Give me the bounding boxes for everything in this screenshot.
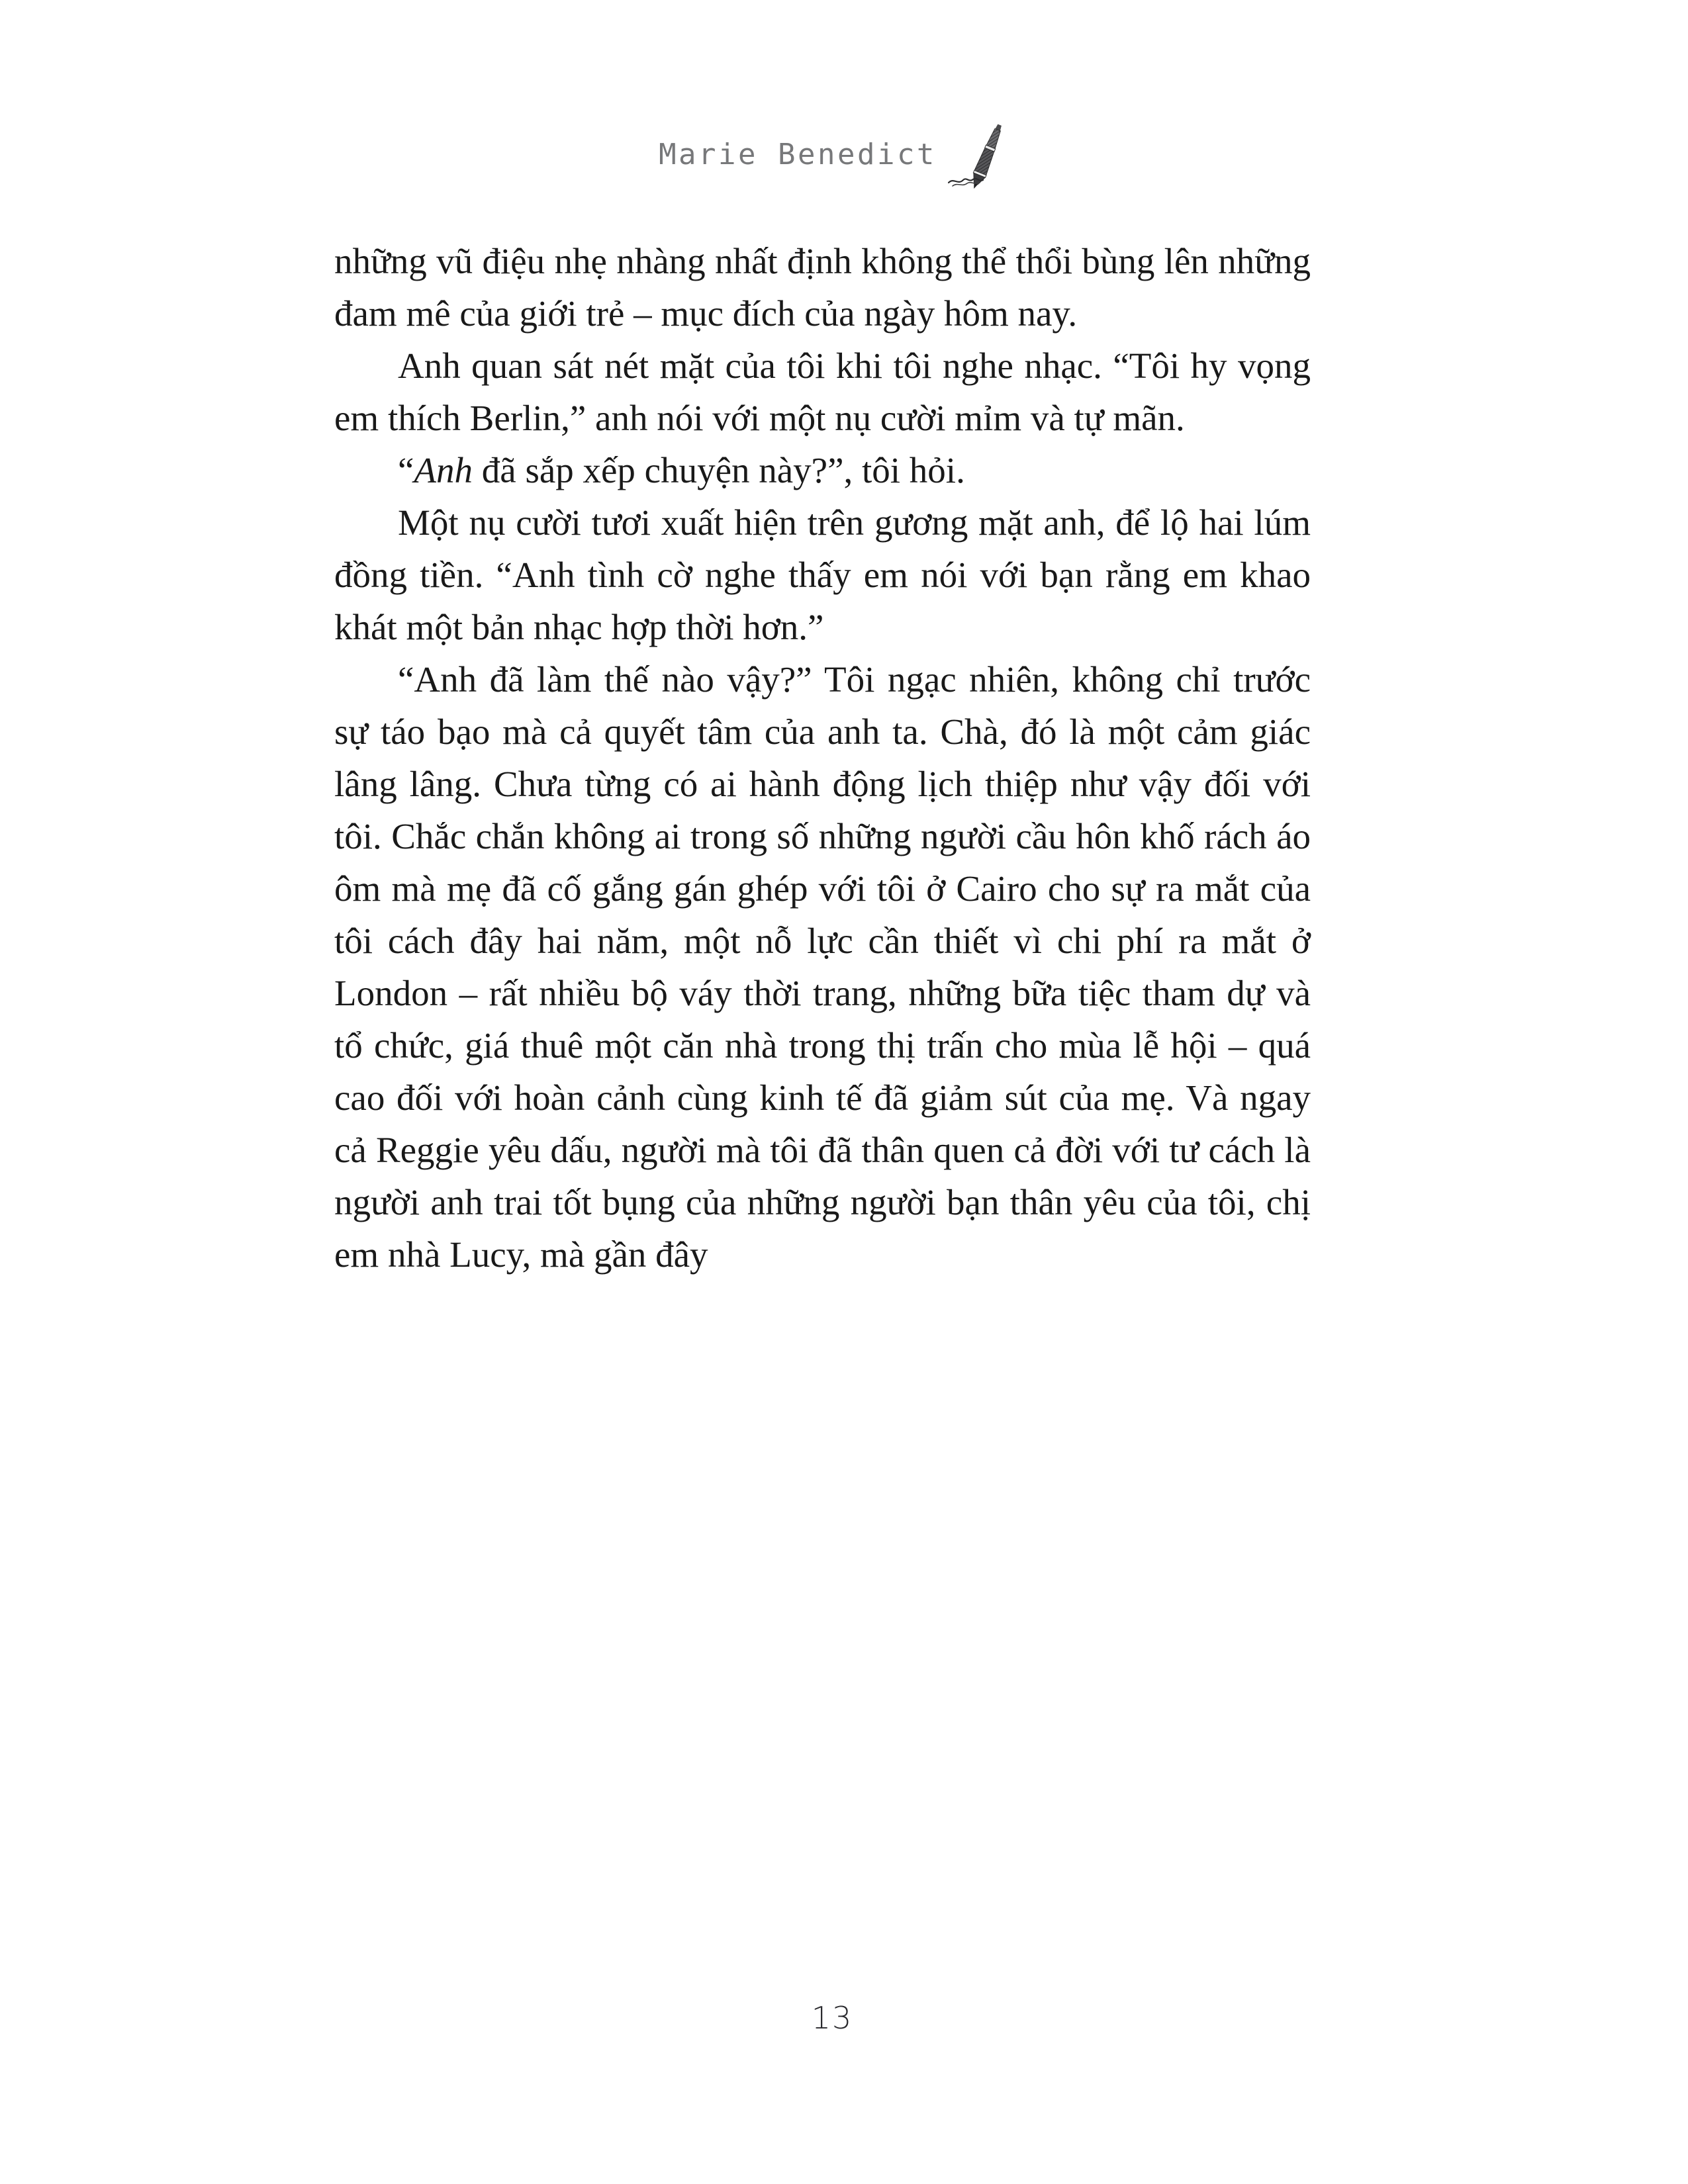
paragraph-3 [334,444,1311,496]
paragraph-2: Anh quan sát nét mặt của tôi khi tôi nghe nhạc. “Tôi hy vọng em thích Berlin,” anh nói với một nụ cười mỉm và tự mãn. [334,345,1311,438]
folio [0,2000,1688,2036]
page-number: 13 [811,2000,853,2036]
paragraph-4: Một nụ cười tươi xuất hiện trên gương mặt anh, để lộ hai lúm đồng tiền. “Anh tình cờ nghe thấy em nói với bạn rằng em khao khát một bản nhạc hợp thời hơn.” [334,502,1311,647]
running-head [0,116,1688,196]
author-name: Marie Benedict [659,137,937,171]
running-head-inner [659,116,1006,193]
paragraph-1: những vũ điệu nhẹ nhàng nhất định không thể thổi bùng lên những đam mê của giới trẻ – mục đích của ngày hôm nay. [334,241,1311,334]
italic-emphasis: Anh [414,450,473,490]
paragraph-3-rest: đã sắp xếp chuyện này?”, tôi hỏi. [473,450,965,490]
quote-open: “ [398,450,414,490]
body-text-block [334,235,1311,1281]
fountain-pen-icon [946,116,1006,193]
paragraph-5: “Anh đã làm thế nào vậy?” Tôi ngạc nhiên, không chỉ trước sự táo bạo mà cả quyết tâm của anh ta. Chà, đó là một cảm giác lâng lâng. Chưa từng có ai hành động lịch thiệp như vậy đối với tôi. Chắc chắn không ai trong số những người cầu hôn khố rách áo ôm mà mẹ đã cố gắng gán ghép với tôi ở Cairo cho sự ra mắt của tôi cách đây hai năm, một nỗ lực cần thiết vì chi phí ra mắt ở London – rất nhiều bộ váy thời trang, những bữa tiệc tham dự và tổ chức, giá thuê một căn nhà trong thị trấn cho mùa lễ hội – quá cao đối với hoàn cảnh cùng kinh tế đã giảm sút của mẹ. Và ngay cả Reggie yêu dấu, người mà tôi đã thân quen cả đời với tư cách là người anh trai tốt bụng của những người bạn thân yêu của tôi, chị em nhà Lucy, mà gần đây [334,659,1311,1275]
